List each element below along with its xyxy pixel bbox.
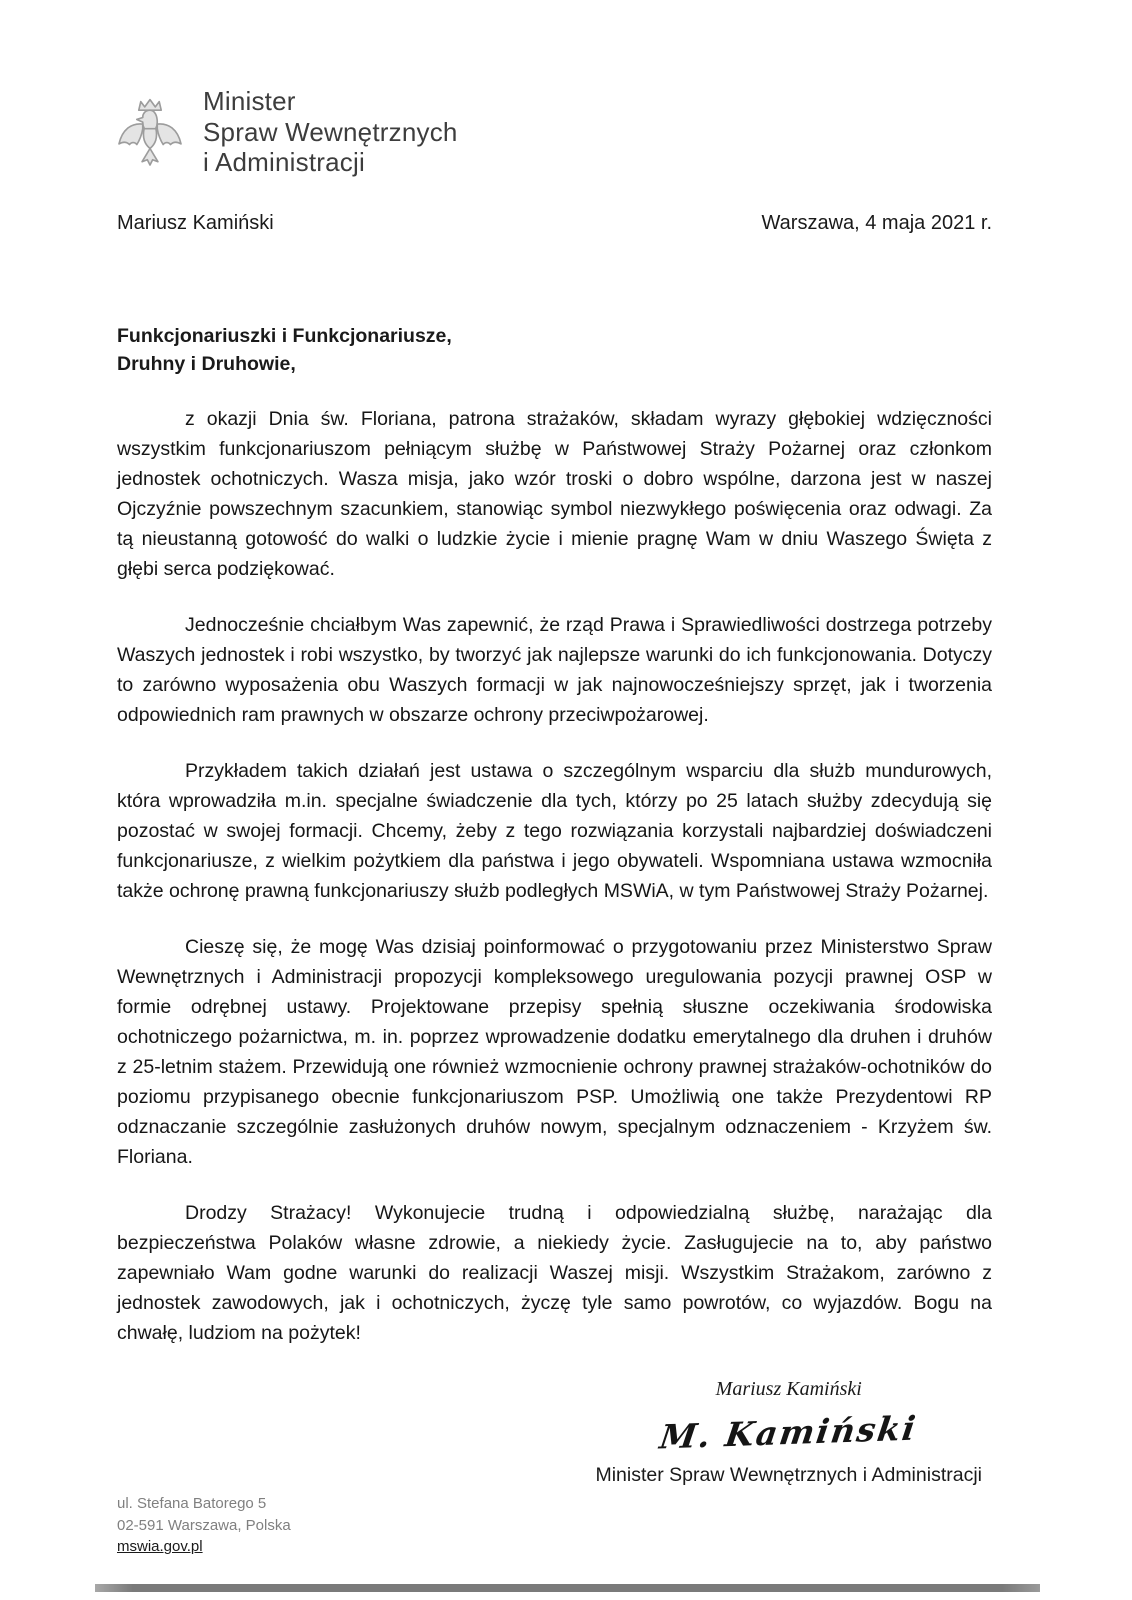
footer-website-link[interactable]: mswia.gov.pl	[117, 1538, 203, 1556]
letterhead	[117, 86, 992, 178]
handwritten-signature: M. Kamiński	[657, 1408, 920, 1457]
place-date: Warszawa, 4 maja 2021 r.	[761, 212, 992, 235]
letter-paragraph: z okazji Dnia św. Floriana, patrona strażaków, składam wyrazy głębokiej wdzięczności wszystkim funkcjonariuszom pełniącym służbę w Państwowej Straży Pożarnej oraz członkom jednostek ochotniczych. Wasza misja, jako wzór troski o dobro wspólne, darzona jest w naszej Ojczyźnie powszechnym szacunkiem, stanowiąc symbol niezwykłego poświęcenia oraz odwagi. Za tą nieustanną gotowość do walki o ludzkie życie i mienie pragnę Wam w dniu Waszego Święta z głębi serca podziękować.	[117, 408, 992, 581]
polish-eagle-emblem-icon	[117, 92, 183, 172]
signature-title: Minister Spraw Wewnętrznych i Administracji	[595, 1464, 982, 1487]
footer-address	[117, 1493, 291, 1558]
letter-paragraph: Przykładem takich działań jest ustawa o szczególnym wsparciu dla służb mundurowych, która wprowadziła m.in. specjalne świadczenie dla tych, którzy po 25 latach służby zdecydują się pozostać w swojej formacji. Chcemy, żeby z tego rozwiązania korzystali najbardziej doświadczeni funkcjonariusze, z wielkim pożytkiem dla państwa i jego obywateli. Wspomniana ustawa wzmocniła także ochronę prawną funkcjonariuszy służb podległych MSWiA, w tym Państwowej Straży Pożarnej.	[117, 760, 992, 903]
ministry-title-line-3: i Administracji	[203, 147, 365, 178]
footer-address-line-2: 02-591 Warszawa, Polska	[117, 1516, 291, 1534]
sender-date-row	[117, 212, 992, 235]
letter-body	[117, 404, 992, 1348]
signature-block	[595, 1378, 982, 1487]
ministry-title-line-2: Spraw Wewnętrznych	[203, 116, 458, 147]
sender-name: Mariusz Kamiński	[117, 212, 274, 235]
salutation	[117, 323, 992, 378]
footer-address-line-1: ul. Stefana Batorego 5	[117, 1494, 267, 1512]
ministry-title	[203, 86, 458, 178]
letter-paragraph: Jednocześnie chciałbym Was zapewnić, że rząd Prawa i Sprawiedliwości dostrzega potrzeby Waszych jednostek i robi wszystko, by tworzyć jak najlepsze warunki do ich funkcjonowania. Dotyczy to zarówno wyposażenia obu Waszych formacji w jak najnowocześniejszy sprzęt, jak i tworzenia odpowiednich ram prawnych w obszarze ochrony przeciwpożarowej.	[117, 614, 992, 727]
salutation-line-1: Funkcjonariuszki i Funkcjonariusze,	[117, 325, 452, 348]
ministry-title-line-1: Minister	[203, 86, 296, 116]
letter-paragraph: Cieszę się, że mogę Was dzisiaj poinformować o przygotowaniu przez Ministerstwo Spraw Wewnętrznych i Administracji propozycji kompleksowego uregulowania pozycji prawnej OSP w formie odrębnej ustawy. Projektowane przepisy spełnią słuszne oczekiwania środowiska ochotniczego pożarnictwa, m. in. poprzez wprowadzenie dodatku emerytalnego dla druhen i druhów z 25-letnim stażem. Przewidują one również wzmocnienie ochrony prawnej strażaków-ochotników do poziomu przypisanego obecnie funkcjonariuszom PSP. Umożliwią one także Prezydentowi RP odznaczanie szczególnie zasłużonych druhów nowym, specjalnym odznaczeniem - Krzyżem św. Floriana.	[117, 936, 992, 1169]
salutation-line-2: Druhny i Druhowie,	[117, 352, 296, 375]
signature-name: Mariusz Kamiński	[715, 1378, 862, 1401]
footer-divider-bar	[95, 1584, 1040, 1592]
letter-paragraph: Drodzy Strażacy! Wykonujecie trudną i odpowiedzialną służbę, narażając dla bezpieczeństwa Polaków własne zdrowie, a niekiedy życie. Zasługujecie na to, aby państwo zapewniało Wam godne warunki do realizacji Waszej misji. Wszystkim Strażakom, zarówno z jednostek zawodowych, jak i ochotniczych, życzę tyle samo powrotów, co wyjazdów. Bogu na chwałę, ludziom na pożytek!	[117, 1202, 992, 1345]
